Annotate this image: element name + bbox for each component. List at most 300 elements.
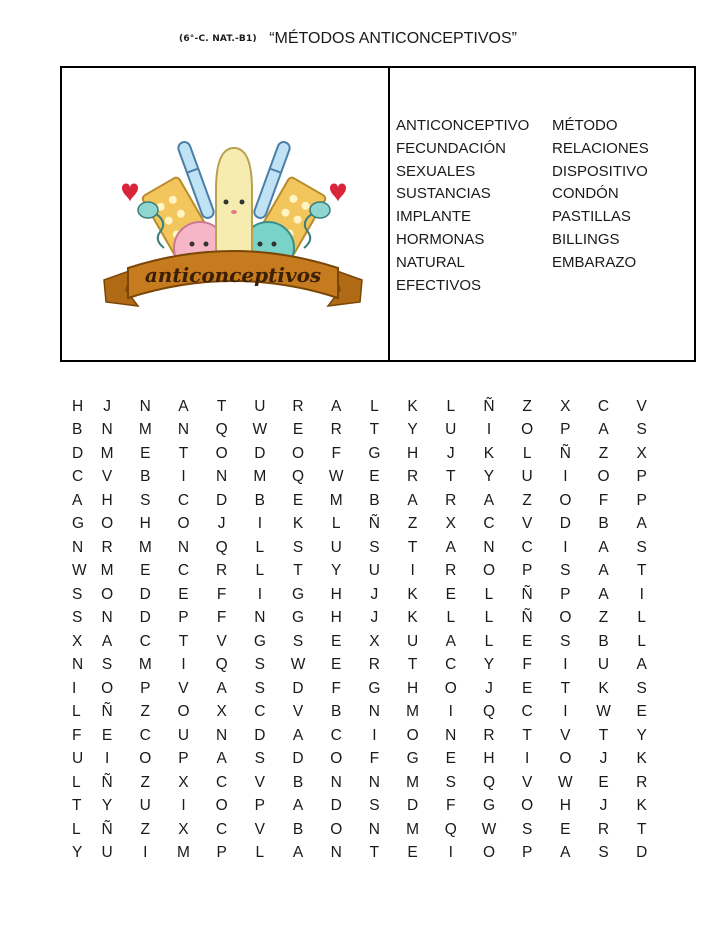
grid-letter: D	[292, 679, 304, 697]
grid-letter: Ñ	[559, 444, 571, 462]
grid-letter: U	[368, 562, 380, 580]
grid-letter: E	[521, 632, 533, 650]
grid-row	[72, 818, 686, 842]
heart-right-icon	[330, 184, 346, 203]
grid-letter: L	[72, 773, 81, 791]
grid-letter: R	[216, 562, 228, 580]
grid-letter: R	[636, 773, 648, 791]
grid-letter: S	[560, 562, 571, 580]
grid-letter: O	[559, 750, 572, 768]
grid-letter: B	[598, 632, 609, 650]
grid-letter: F	[598, 491, 609, 509]
banner-ribbon	[104, 251, 362, 306]
grid-row	[72, 724, 686, 748]
grid-letter: A	[292, 797, 304, 815]
grid-row	[72, 677, 686, 701]
word-list-row	[396, 229, 692, 252]
grid-letter: H	[330, 585, 342, 603]
grid-letter: C	[139, 726, 151, 744]
grid-letter: T	[636, 820, 647, 838]
grid-letter: A	[331, 397, 342, 415]
grid-letter: U	[521, 468, 533, 486]
grid-letter: S	[292, 632, 304, 650]
grid-letter: N	[330, 773, 342, 791]
grid-row	[72, 442, 686, 466]
grid-letter: D	[72, 444, 84, 462]
grid-letter: R	[406, 468, 419, 486]
grid-letter: V	[560, 726, 571, 744]
grid-letter: Z	[598, 609, 609, 627]
grid-letter: P	[178, 750, 189, 768]
grid-letter: F	[216, 585, 227, 603]
grid-letter: I	[181, 656, 186, 674]
grid-letter: T	[72, 797, 82, 815]
word-list-row	[396, 275, 692, 298]
grid-letter: N	[101, 421, 113, 439]
grid-letter: Ñ	[521, 585, 533, 603]
grid-letter: I	[563, 538, 568, 556]
grid-letter: E	[445, 750, 456, 768]
grid-letter: S	[292, 538, 304, 556]
grid-letter: Y	[636, 726, 647, 744]
grid-letter: F	[331, 679, 341, 697]
grid-letter: I	[525, 750, 530, 768]
page-header	[0, 30, 728, 48]
grid-letter: S	[560, 632, 571, 650]
grid-letter: S	[72, 609, 83, 627]
word-list-row	[396, 138, 692, 161]
grid-letter: Ñ	[101, 703, 113, 721]
grid-letter: G	[292, 585, 305, 603]
grid-letter: R	[445, 562, 457, 580]
grid-letter: V	[178, 679, 189, 697]
grid-row	[72, 630, 686, 654]
grid-letter: T	[369, 844, 380, 862]
word-list-item: EMBARAZO	[552, 253, 637, 271]
grid-letter: F	[216, 609, 227, 627]
grid-letter: N	[139, 397, 151, 415]
word-list-item: HORMONAS	[396, 230, 485, 248]
grid-row	[72, 842, 686, 866]
grid-letter: L	[484, 585, 494, 603]
grid-letter: A	[636, 515, 647, 533]
grid-letter: U	[597, 656, 610, 674]
grid-letter: K	[483, 444, 495, 462]
grid-letter: R	[597, 820, 610, 838]
grid-letter: L	[446, 397, 456, 415]
grid-letter: O	[330, 820, 343, 838]
grid-letter: H	[139, 515, 151, 533]
grid-letter: R	[101, 538, 113, 556]
grid-letter: Q	[215, 421, 228, 439]
grid-row	[72, 795, 686, 819]
grid-letter: E	[140, 444, 151, 462]
grid-letter: S	[636, 538, 647, 556]
grid-row	[72, 466, 686, 490]
grid-letter: S	[254, 750, 266, 768]
grid-letter: O	[177, 515, 190, 533]
grid-letter: C	[521, 538, 533, 556]
grid-letter: T	[178, 632, 189, 650]
grid-letter: R	[483, 726, 495, 744]
grid-row	[72, 748, 686, 772]
grid-letter: L	[331, 515, 341, 533]
grid-letter: P	[560, 421, 571, 439]
grid-letter: O	[406, 726, 419, 744]
word-list-item: IMPLANTE	[396, 208, 472, 226]
grid-letter: F	[72, 726, 82, 744]
grid-letter: D	[330, 797, 342, 815]
grid-letter: Z	[522, 397, 532, 415]
grid-letter: A	[598, 538, 609, 556]
grid-row	[72, 560, 686, 584]
box-divider	[388, 68, 390, 360]
grid-letter: T	[369, 421, 380, 439]
grid-letter: Y	[483, 468, 495, 486]
grid-letter: N	[368, 703, 380, 721]
grid-letter: Ñ	[521, 609, 533, 627]
grid-letter: X	[72, 632, 83, 650]
grid-letter: I	[181, 797, 186, 815]
grid-letter: Z	[522, 491, 532, 509]
grid-letter: Z	[140, 703, 151, 721]
grid-row	[72, 513, 686, 537]
grid-letter: B	[292, 820, 304, 838]
grid-letter: N	[368, 773, 380, 791]
grid-letter: Y	[72, 844, 83, 862]
grid-letter: M	[177, 844, 190, 862]
grid-letter: K	[407, 585, 418, 603]
word-search-grid	[72, 395, 686, 865]
grid-letter: V	[216, 632, 227, 650]
word-list-item: SUSTANCIAS	[396, 185, 491, 203]
word-list-row	[396, 183, 692, 206]
grid-letter: A	[101, 632, 113, 650]
grid-letter: S	[101, 656, 113, 674]
grid-letter: Z	[598, 444, 609, 462]
grid-letter: C	[216, 773, 228, 791]
grid-letter: C	[330, 726, 342, 744]
grid-letter: L	[255, 538, 265, 556]
banner-text: anticonceptivos	[144, 263, 322, 287]
grid-letter: E	[407, 844, 418, 862]
grid-letter: L	[484, 632, 494, 650]
grid-letter: O	[444, 679, 457, 697]
grid-letter: K	[292, 515, 304, 533]
grid-letter: Q	[215, 538, 228, 556]
grid-letter: P	[254, 797, 266, 815]
grid-letter: C	[445, 656, 457, 674]
grid-letter: C	[521, 703, 533, 721]
grid-letter: B	[72, 421, 83, 439]
grid-letter: A	[598, 585, 609, 603]
grid-letter: P	[521, 844, 533, 862]
grid-letter: I	[563, 656, 568, 674]
grid-letter: K	[407, 397, 418, 415]
grid-letter: B	[254, 491, 266, 509]
grid-letter: Ñ	[101, 773, 113, 791]
grid-letter: T	[407, 656, 418, 674]
grid-letter: P	[216, 844, 227, 862]
grid-letter: V	[521, 515, 533, 533]
grid-letter: S	[445, 773, 456, 791]
grid-letter: D	[636, 844, 648, 862]
grid-letter: M	[100, 562, 114, 580]
grid-letter: G	[406, 750, 419, 768]
grid-letter: N	[445, 726, 457, 744]
grid-letter: V	[636, 397, 647, 415]
grid-letter: T	[216, 397, 227, 415]
grid-letter: N	[254, 609, 266, 627]
grid-letter: I	[257, 585, 262, 603]
grid-letter: W	[328, 468, 344, 486]
grid-letter: L	[446, 609, 456, 627]
grid-letter: S	[369, 797, 380, 815]
grid-letter: A	[292, 726, 304, 744]
grid-letter: H	[483, 750, 495, 768]
grid-letter: E	[598, 773, 609, 791]
grid-letter: D	[254, 726, 266, 744]
grid-letter: R	[445, 491, 457, 509]
grid-letter: I	[104, 750, 110, 768]
word-list-row	[396, 206, 692, 229]
word-list-item: BILLINGS	[552, 230, 620, 248]
grid-letter: U	[72, 750, 84, 768]
grid-letter: E	[178, 585, 189, 603]
grid-letter: E	[140, 562, 151, 580]
grid-letter: D	[216, 491, 228, 509]
grid-letter: A	[178, 397, 189, 415]
grid-letter: E	[331, 632, 342, 650]
grid-letter: K	[636, 797, 647, 815]
grid-letter: O	[559, 491, 572, 509]
grid-letter: A	[292, 844, 304, 862]
grid-letter: H	[559, 797, 571, 815]
grid-letter: A	[483, 491, 495, 509]
word-list-item: DISPOSITIVO	[552, 162, 648, 180]
grid-row	[72, 536, 686, 560]
grid-letter: I	[181, 468, 186, 486]
grid-letter: E	[369, 468, 380, 486]
grid-row	[72, 489, 686, 513]
grid-letter: B	[369, 491, 380, 509]
grid-letter: C	[254, 703, 266, 721]
grid-letter: X	[178, 820, 189, 838]
grid-letter: G	[72, 515, 85, 533]
grid-letter: R	[330, 421, 342, 439]
grid-letter: E	[331, 656, 342, 674]
grid-letter: I	[72, 679, 77, 697]
grid-letter: N	[483, 538, 495, 556]
grid-letter: V	[101, 468, 113, 486]
grid-letter: J	[599, 750, 608, 768]
grid-letter: Ñ	[101, 820, 113, 838]
grid-letter: W	[290, 656, 306, 674]
grid-letter: N	[216, 726, 228, 744]
grid-letter: D	[559, 515, 571, 533]
grid-letter: S	[254, 679, 266, 697]
grid-letter: M	[329, 491, 343, 509]
grid-letter: S	[521, 820, 533, 838]
grid-letter: E	[101, 726, 113, 744]
grid-letter: A	[598, 421, 609, 439]
grid-row	[72, 701, 686, 725]
grid-letter: S	[598, 844, 609, 862]
grid-letter: O	[597, 468, 610, 486]
grid-letter: Z	[140, 820, 151, 838]
grid-letter: T	[407, 538, 418, 556]
grid-letter: I	[410, 562, 415, 580]
grid-letter: P	[140, 679, 151, 697]
grid-letter: L	[637, 609, 647, 627]
grid-letter: O	[101, 515, 114, 533]
grid-letter: I	[143, 844, 148, 862]
grid-letter: I	[448, 844, 453, 862]
grid-letter: M	[138, 656, 152, 674]
grid-letter: T	[636, 562, 647, 580]
grid-row	[72, 654, 686, 678]
grid-letter: V	[254, 820, 266, 838]
word-list-item: ANTICONCEPTIVO	[396, 117, 530, 134]
grid-letter: X	[560, 397, 571, 415]
grid-letter: B	[331, 703, 342, 721]
grid-letter: I	[563, 468, 568, 486]
grid-letter: H	[406, 679, 419, 697]
grid-letter: N	[177, 421, 190, 439]
grid-letter: P	[560, 585, 571, 603]
grid-letter: C	[139, 632, 151, 650]
grid-letter: H	[406, 444, 419, 462]
grid-letter: T	[598, 726, 609, 744]
grid-letter: D	[406, 797, 419, 815]
grid-letter: D	[292, 750, 304, 768]
grid-letter: A	[216, 679, 227, 697]
grid-letter: C	[72, 468, 84, 486]
grid-letter: Y	[483, 656, 495, 674]
grid-letter: W	[596, 703, 611, 721]
grid-letter: I	[563, 703, 568, 721]
grid-letter: C	[177, 562, 190, 580]
grid-letter: Q	[215, 656, 228, 674]
grid-letter: E	[445, 585, 456, 603]
grid-letter: G	[368, 679, 381, 697]
grid-letter: Ñ	[483, 397, 495, 415]
word-list-item: CONDÓN	[552, 185, 619, 203]
grid-letter: R	[368, 656, 380, 674]
grid-letter: O	[482, 562, 495, 580]
grid-row	[72, 395, 686, 419]
grid-letter: V	[521, 773, 533, 791]
grid-letter: O	[139, 750, 152, 768]
grid-letter: P	[178, 609, 189, 627]
grid-letter: N	[72, 656, 84, 674]
grid-letter: G	[292, 609, 305, 627]
grid-letter: O	[559, 609, 572, 627]
grid-letter: M	[100, 444, 114, 462]
grid-letter: O	[215, 797, 228, 815]
contraceptives-illustration-image	[98, 130, 368, 320]
grid-letter: U	[330, 538, 342, 556]
grid-letter: B	[292, 773, 304, 791]
grid-letter: J	[446, 444, 455, 462]
grid-letter: D	[254, 444, 266, 462]
grid-letter: C	[483, 515, 495, 533]
grid-letter: Q	[482, 703, 495, 721]
grid-letter: S	[636, 421, 647, 439]
grid-letter: V	[254, 773, 266, 791]
word-list-row	[396, 161, 692, 184]
grid-letter: O	[215, 444, 228, 462]
grid-letter: P	[636, 491, 647, 509]
grid-row	[72, 771, 686, 795]
grid-letter: O	[177, 703, 190, 721]
grid-row	[72, 419, 686, 443]
grid-letter: H	[330, 609, 342, 627]
grid-letter: W	[481, 820, 497, 838]
grid-letter: A	[407, 491, 418, 509]
grid-letter: G	[368, 444, 381, 462]
grid-letter: I	[486, 421, 492, 439]
grid-letter: I	[257, 515, 262, 533]
grid-letter: L	[637, 632, 647, 650]
grid-letter: A	[445, 538, 456, 556]
grid-letter: C	[597, 397, 610, 415]
grid-letter: T	[293, 562, 303, 580]
grid-letter: H	[101, 491, 113, 509]
grid-letter: O	[101, 585, 114, 603]
grid-letter: E	[292, 491, 304, 509]
grid-letter: Q	[482, 773, 495, 791]
grid-letter: P	[521, 562, 533, 580]
grid-letter: A	[598, 562, 609, 580]
grid-letter: O	[521, 421, 534, 439]
grid-letter: L	[370, 397, 379, 415]
grid-letter: O	[521, 797, 534, 815]
grid-letter: M	[253, 468, 267, 486]
grid-letter: X	[445, 515, 456, 533]
illustration	[98, 130, 368, 320]
grid-letter: N	[216, 468, 228, 486]
grid-letter: L	[255, 562, 265, 580]
word-list-item: PASTILLAS	[552, 208, 631, 226]
grid-letter: M	[406, 773, 420, 791]
grid-letter: U	[254, 397, 266, 415]
grid-letter: W	[252, 421, 268, 439]
grid-letter: J	[217, 515, 226, 533]
header-box	[60, 66, 696, 362]
grid-letter: D	[139, 585, 151, 603]
grid-letter: I	[639, 585, 644, 603]
grid-letter: H	[72, 397, 84, 415]
grid-letter: S	[636, 679, 647, 697]
grid-letter: T	[560, 679, 571, 697]
grid-letter: X	[636, 444, 647, 462]
word-list-item: MÉTODO	[552, 117, 618, 134]
grid-letter: A	[216, 750, 227, 768]
grid-row	[72, 607, 686, 631]
grid-letter: O	[292, 444, 305, 462]
grid-letter: L	[255, 844, 265, 862]
grid-letter: N	[177, 538, 190, 556]
grid-letter: B	[140, 468, 151, 486]
grid-letter: M	[406, 703, 420, 721]
grid-letter: E	[636, 703, 647, 721]
grid-letter: O	[330, 750, 343, 768]
grid-letter: O	[101, 679, 114, 697]
grid-letter: C	[216, 820, 228, 838]
grid-letter: L	[522, 444, 532, 462]
grid-letter: S	[140, 491, 151, 509]
